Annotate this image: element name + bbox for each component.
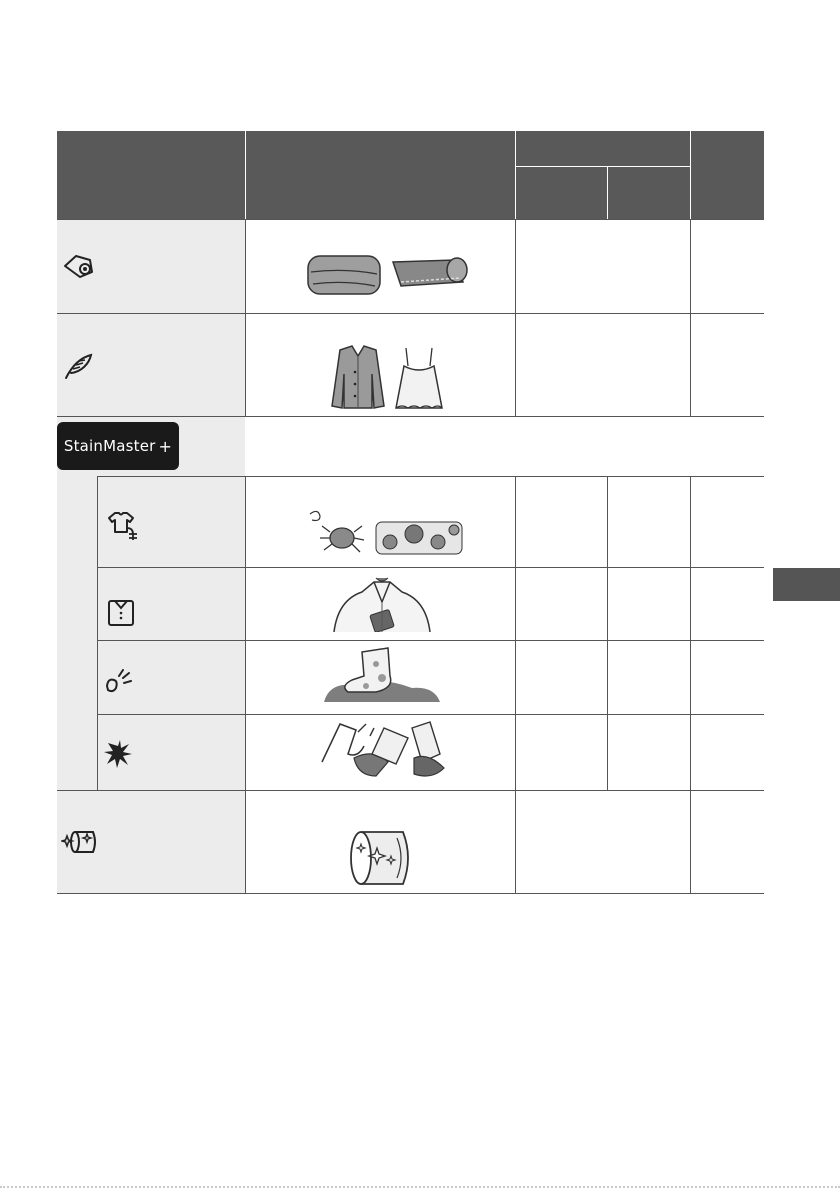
clean-drum-illustration <box>347 826 415 890</box>
drum-sparkle-icon <box>61 826 99 858</box>
table-bottom-border <box>57 893 764 894</box>
spilled-bottles-illustration <box>318 718 448 784</box>
header-divider <box>515 166 690 167</box>
col-divider <box>690 220 691 416</box>
row-divider <box>57 416 764 417</box>
table-header <box>57 131 764 219</box>
col-divider <box>515 476 516 893</box>
col-divider <box>515 220 516 416</box>
dirty-collar-illustration <box>328 572 436 632</box>
row-divider <box>97 476 764 477</box>
header-divider <box>245 131 246 219</box>
row-divider <box>57 790 764 791</box>
row-divider <box>97 714 764 715</box>
rolled-blanket-icon <box>62 252 96 280</box>
col-divider <box>245 220 246 416</box>
blanket-towel-illustration <box>305 248 475 298</box>
col-divider <box>690 476 691 893</box>
col-divider <box>97 476 98 790</box>
header-divider <box>515 131 516 219</box>
stainmaster-badge <box>57 422 179 470</box>
row-divider <box>57 219 764 220</box>
col-divider <box>245 476 246 893</box>
muddy-sock-illustration <box>322 646 442 704</box>
section-tab-marker <box>773 568 840 601</box>
mud-splash-icon <box>104 666 134 694</box>
header-divider <box>607 166 608 219</box>
stainmaster-plus: + <box>158 436 173 456</box>
cardigan-camisole-illustration <box>326 344 446 412</box>
row-divider <box>57 313 764 314</box>
dust-mite-pollen-illustration <box>298 508 468 560</box>
row-divider <box>97 567 764 568</box>
row-label-cell-stainmaster <box>57 417 245 790</box>
splatter-icon <box>102 738 134 770</box>
shirt-allergy-icon <box>105 510 137 542</box>
page-footer-rule <box>0 1186 840 1188</box>
col-divider <box>607 476 608 790</box>
row-divider <box>97 640 764 641</box>
header-divider <box>690 131 691 219</box>
feather-icon <box>63 352 93 380</box>
collar-shirt-icon <box>106 596 136 628</box>
stainmaster-label: StainMaster <box>63 437 156 455</box>
